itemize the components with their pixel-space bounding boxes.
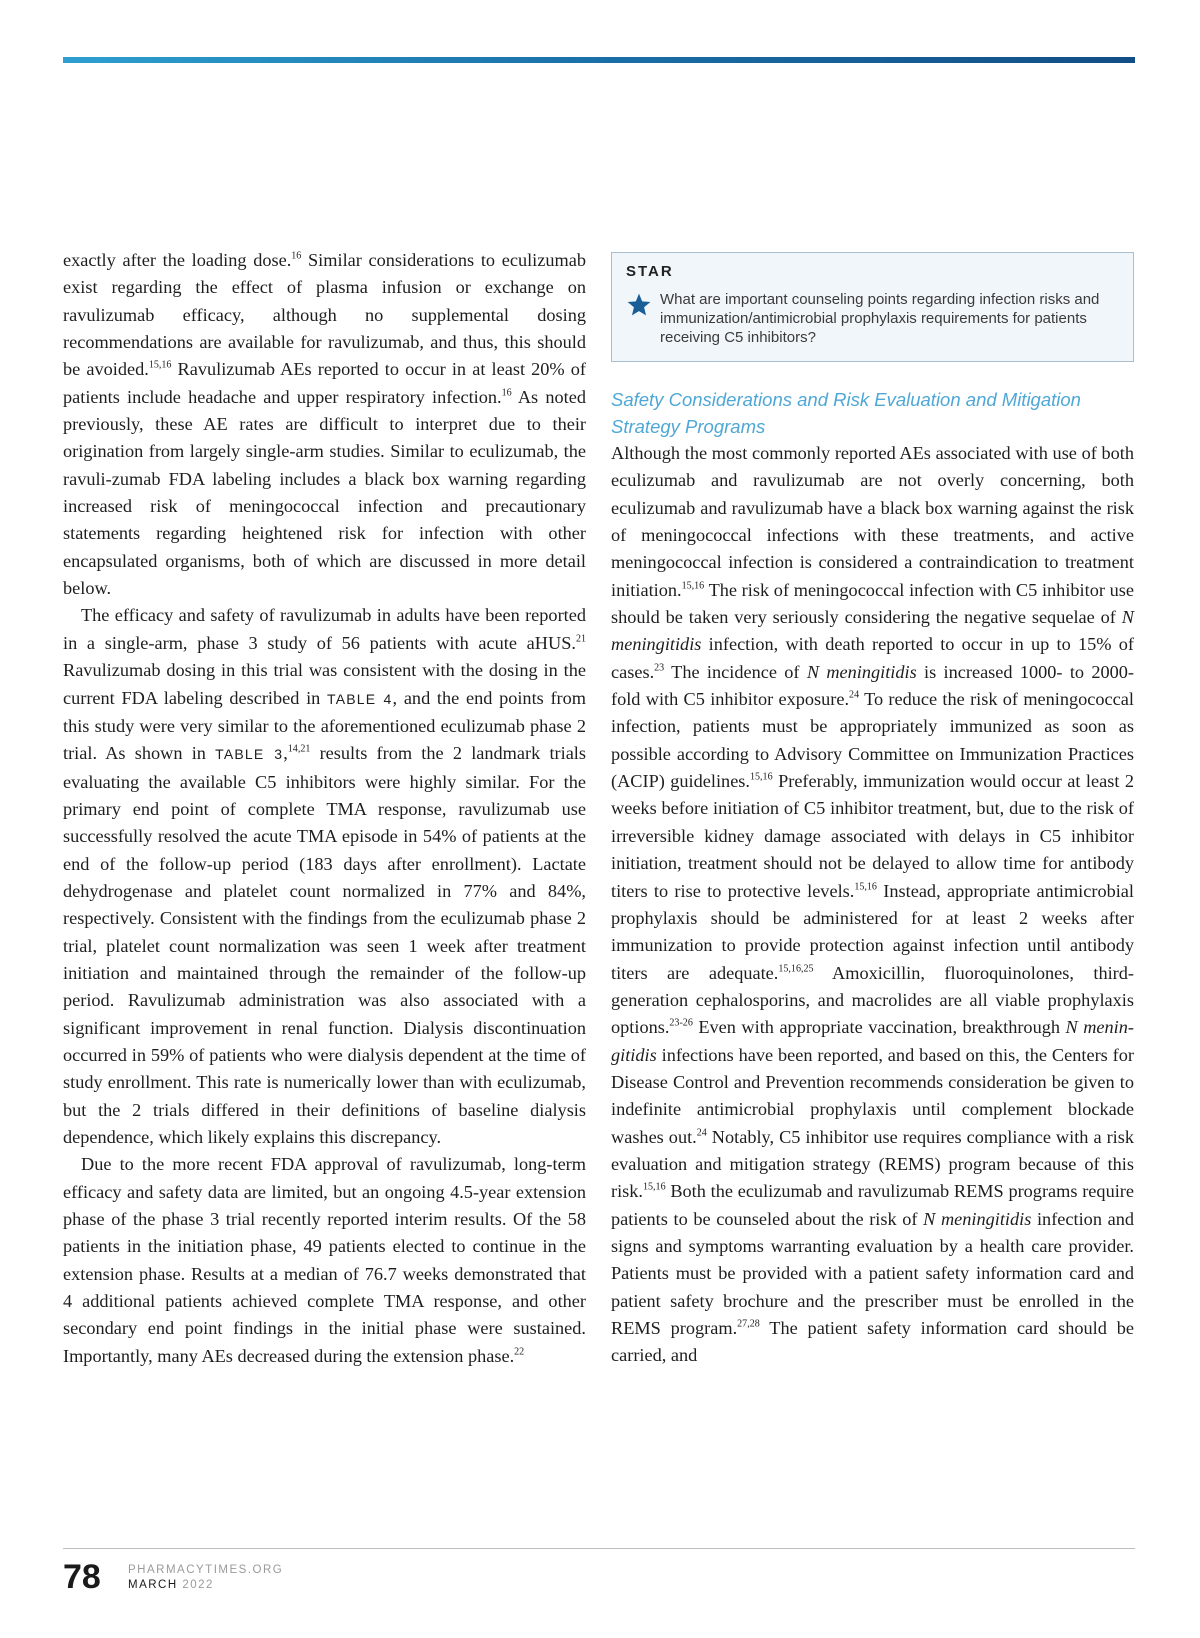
footer-year: 2022 (182, 1579, 214, 1591)
reference-superscript: 23 (654, 662, 665, 674)
text-run: The incidence of (664, 661, 807, 682)
footer-month: MARCH (128, 1579, 178, 1591)
star-box-title: STAR (626, 263, 674, 280)
text-run: Even with appropriate vaccination, breakthrough (692, 1017, 1066, 1038)
reference-superscript: 22 (514, 1346, 525, 1358)
text-run: The efficacy and safety of ravulizumab in adults have been reported in a single-arm, phase 3 study of 56 patients with acute aHUS. (63, 605, 586, 653)
text-run: To reduce the risk of meningococcal infection, patients must be appropriately immunized as soon as possible according to Advisory Committee on Immunization Practices (ACIP) guidelines. (611, 689, 1134, 792)
reference-superscript: 21 (575, 633, 586, 645)
text-run: infection and signs and symptoms warranting evaluation by a health care provider. Patients must be provided with a patient safety information card and patient safety brochure and the prescriber must be enrolled in the REMS program. (611, 1208, 1134, 1338)
text-run: Instead, appropriate antimicrobial prophylaxis should be administered for at least 2 weeks after immunization to provide protection against infection until antibody titers are adequate. (611, 880, 1135, 983)
text-run: , and the end points from this study were very similar to the aforementioned eculizumab phase 2 trial. As shown in (63, 687, 586, 764)
left-paragraph-2 (63, 602, 586, 1151)
reference-superscript: 15,16,25 (778, 962, 814, 974)
reference-superscript: 24 (849, 689, 860, 701)
text-run: The risk of meningococcal infection with C5 inhibitor use should be taken very seriously considering the negative sequelae of (611, 579, 1134, 628)
text-run: As noted previously, these AE rates are difficult to interpret due to their origination from largely single-arm studies. Similar to eculizumab, the ravuli-zumab FDA labeling includes a black box warning regarding increased risk of meningococcal infection and precautionary statements regarding heightened risk for infection with other encapsulated organisms, both of which are discussed in more detail below. (63, 386, 586, 599)
star-question-row (626, 290, 1119, 347)
species-name: N meningitidis (923, 1208, 1032, 1229)
text-run: Ravulizumab AEs reported to occur in at least 20% of patients include headache and upper respiratory infection. (63, 359, 587, 407)
text-run: infection, with death reported to occur in up to 15% of cases. (611, 634, 1134, 682)
reference-superscript: 14,21 (287, 743, 311, 755)
footer-rule (63, 1548, 1135, 1549)
species-name: N meningitidis (611, 607, 1134, 655)
text-run: Although the most commonly reported AEs associated with use of both eculizumab and ravulizumab are not overly concerning, both eculizumab and ravulizumab have a black box warning against the risk of meningococcal infections with these treatments, and active meningococcal infection is considered a contraindication to treatment initiation. (611, 443, 1134, 600)
left-column (63, 247, 586, 1370)
reference-superscript: 15,16 (854, 880, 877, 892)
species-name: N meningitidis (611, 1017, 1134, 1065)
star-callout-box (611, 252, 1134, 362)
reference-superscript: 24 (696, 1127, 707, 1139)
text-run: Notably, C5 inhibitor use requires compliance with a risk evaluation and mitigation strategy (REMS) program because of this risk. (611, 1126, 1134, 1202)
reference-superscript: 15,16 (643, 1181, 666, 1193)
left-paragraph-3 (63, 1151, 586, 1370)
text-run: Amoxicillin, fluoroquinolones, third-generation cephalosporins, and macrolides are all viable prophylaxis options. (611, 962, 1135, 1038)
reference-superscript: 27,28 (737, 1318, 760, 1330)
reference-superscript: 15,16 (681, 580, 705, 592)
footer-site: PHARMACYTIMES.ORG (128, 1564, 284, 1576)
top-accent-bar (63, 57, 1135, 63)
text-run: Both the eculizumab and ravulizumab REMS programs require patients to be counseled about the risk of (611, 1181, 1134, 1229)
reference-superscript: 15,16 (148, 359, 172, 371)
star-icon (626, 292, 652, 318)
table-3-reference[interactable]: TABLE 3 (215, 746, 284, 763)
text-run: Preferably, immunization would occur at least 2 weeks before initiation of C5 inhibitor treatment, but, due to the risk of irreversible kidney damage associated with delays in C5 inhibitor initiation, treatment should not be delayed to allow time for antibody titers to rise to protective levels. (611, 771, 1134, 901)
text-run: infections have been reported, and based on this, the Centers for Disease Control and Prevention recommends consideration be given to indefinite antimicrobial prophylaxis until complement blockade washes out. (611, 1044, 1134, 1147)
text-run: is increased 1000- to 2000-fold with C5 inhibitor exposure. (611, 661, 1135, 710)
text-run: Ravulizumab dosing in this trial was consistent with the dosing in the current FDA labeling described in (63, 660, 586, 708)
text-run: results from the 2 landmark trials evaluating the available C5 inhibitors were highly similar. For the primary end point of complete TMA response, ravulizumab use successfully resolved the acute TMA episode in 54% of patients at the end of the follow-up period (183 days after enrollment). Lactate dehydrogenase and platelet count normalized in 77% and 84%, respectively. Consistent with the findings from the eculizumab phase 2 trial, platelet count normalization was seen 1 week after treatment initiation and maintained through the remainder of the follow-up period. Ravulizumab administration was also associated with a significant improvement in renal function. Dialysis discontinuation occurred in 59% of patients who were dialysis dependent at the time of study enrollment. This rate is numerically lower than with eculizumab, but the 2 trials differed in their definitions of baseline dialysis dependence, which likely explains this discrepancy. (63, 743, 586, 1147)
reference-superscript: 15,16 (750, 771, 773, 783)
page-number: 78 (63, 1558, 101, 1596)
right-column (611, 252, 1134, 1370)
text-run: Similar considerations to eculizumab exist regarding the effect of plasma infusion or exchange on ravulizumab efficacy, although no supplemental dosing recommendations are available for ravulizumab, and thus, this should be avoided. (63, 250, 586, 380)
right-paragraph-1 (611, 440, 1134, 1370)
text-run: , (283, 743, 288, 764)
section-heading: Safety Considerations and Risk Evaluation and Mitigation Strategy Programs (611, 389, 1081, 437)
footer-issue-date (128, 1578, 214, 1592)
table-4-reference[interactable]: TABLE 4 (327, 690, 393, 707)
text-run: exactly after the loading dose. (63, 250, 292, 270)
reference-superscript: 16 (501, 387, 512, 399)
text-run: The patient safety information card should be carried, and (611, 1318, 1134, 1366)
reference-superscript: 23-26 (669, 1017, 693, 1029)
star-question: What are important counseling points regarding infection risks and immunization/antimicrobial prophylaxis requirements for patients receiving C5 inhibitors? (660, 291, 1100, 346)
species-name: N meningitidis (806, 661, 917, 682)
reference-superscript: 16 (291, 250, 302, 262)
text-run: Due to the more recent FDA approval of ravulizumab, long-term efficacy and safety data are limited, but an ongoing 4.5-year extension phase of the phase 3 trial recently reported interim results. Of the 58 patients in the initiation phase, 49 patients elected to continue in the extension phase. Results at a median of 76.7 weeks demonstrated that 4 additional patients achieved complete TMA response, and other secondary end point findings in the initial phase were sustained. Importantly, many AEs decreased during the extension phase. (63, 1154, 586, 1366)
left-paragraph-1 (63, 247, 586, 602)
